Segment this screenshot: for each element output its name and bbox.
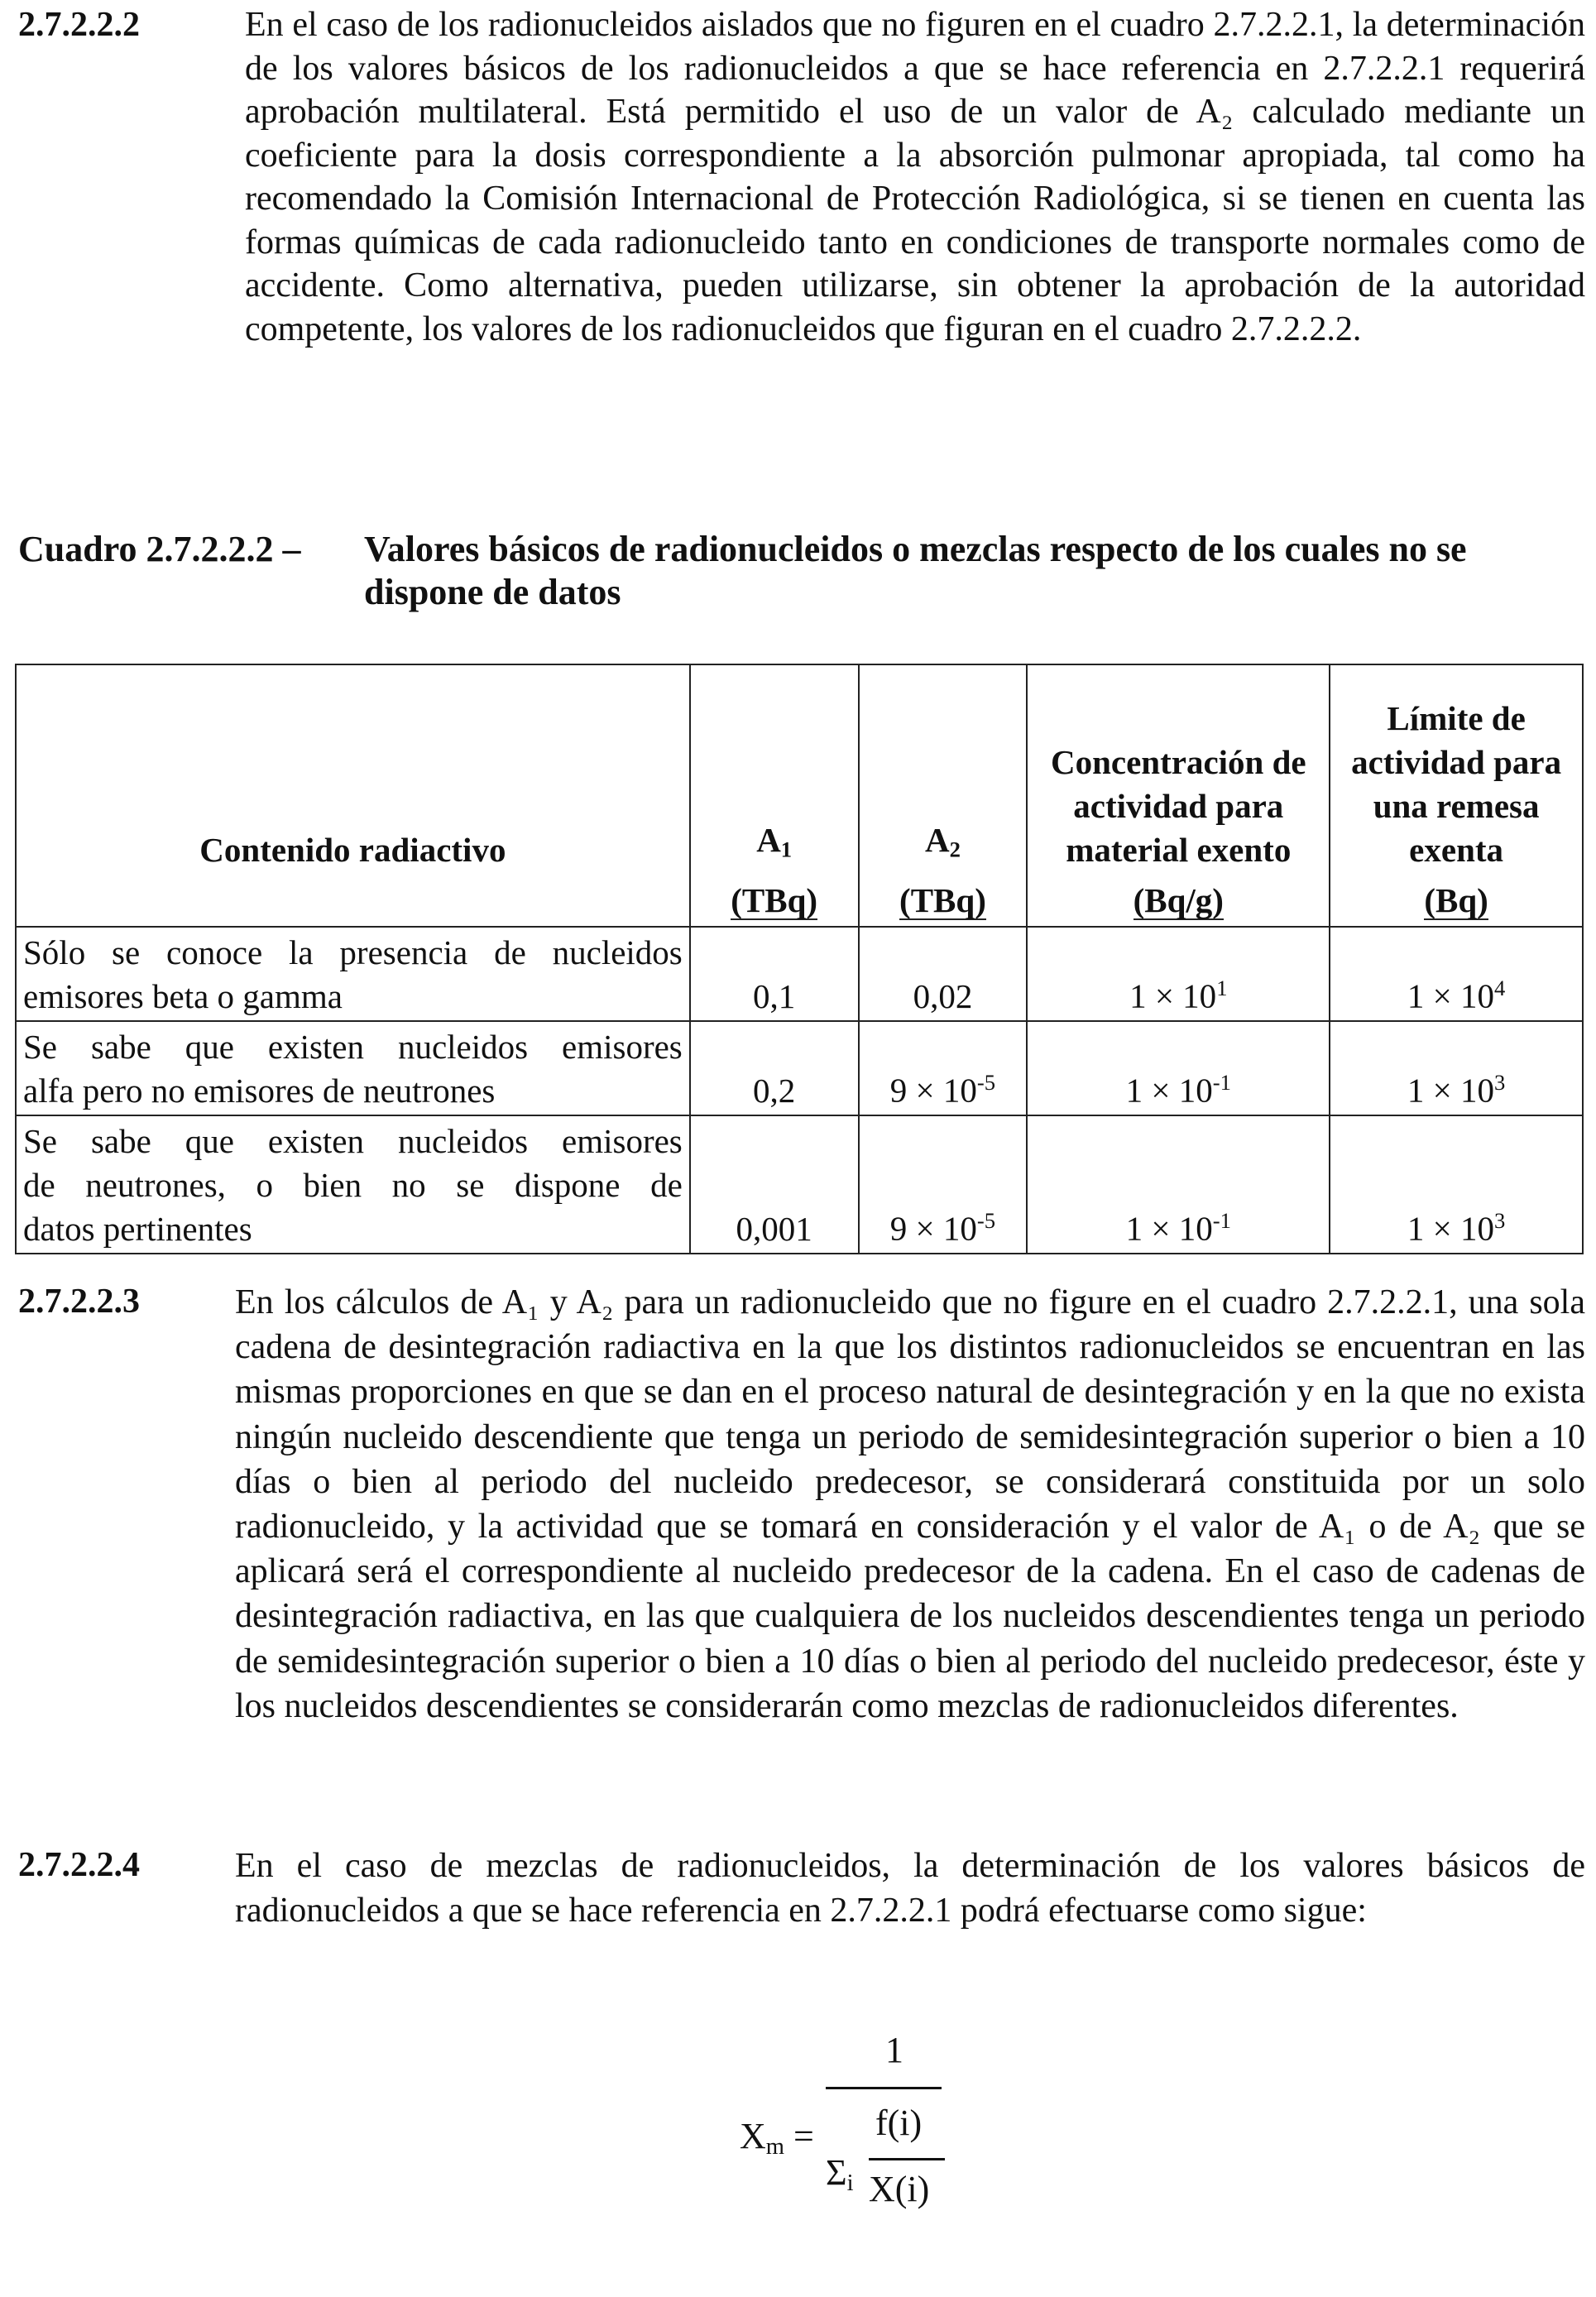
a2-exp: -5 bbox=[976, 1208, 996, 1234]
formula-inner-denominator: X(i) bbox=[869, 2169, 930, 2209]
row-content bbox=[16, 1115, 690, 1254]
header-concentration: Concentración de actividad para material exento bbox=[1027, 664, 1330, 877]
row-a1: 0,1 bbox=[690, 927, 859, 1021]
header-a1 bbox=[690, 664, 859, 877]
conc-exp: -1 bbox=[1212, 1070, 1231, 1096]
formula-lhs bbox=[740, 2115, 814, 2160]
formula-sigma bbox=[826, 2151, 854, 2197]
unit-a2 bbox=[859, 877, 1028, 927]
formula-sigma-sub: i bbox=[846, 2170, 854, 2197]
conc-base: 1 × 10 bbox=[1125, 1072, 1213, 1110]
row-limit bbox=[1330, 1115, 1583, 1254]
header-a1-base: A bbox=[756, 821, 781, 860]
basic-values-table bbox=[15, 664, 1584, 1254]
row-a2 bbox=[859, 1021, 1028, 1115]
mixture-formula bbox=[736, 2022, 951, 2295]
conc-exp: 1 bbox=[1216, 976, 1228, 1001]
row-content-line: alfa pero no emisores de neutrones bbox=[23, 1072, 496, 1110]
paragraph-number: 2.7.2.2.3 bbox=[18, 1283, 140, 1321]
paragraph-text: En los cálculos de A₁ y A₂ para un radionucleido que no figure en el cuadro 2.7.2.2.1, una sola cadena de desintegración radiactiva en la que los distintos radionucleidos se encuentran en las mismas proporciones en que se dan en el proceso natural de desintegración y en la que no exista ningún nucleido descendiente que tenga un periodo de semidesintegración superior o bien a 10 días o bien al periodo del nucleido predecesor, se considerará constituida por un solo radionucleido, y la actividad que se tomará en consideración y el valor de A₁ o de A₂ que se aplicará será el correspondiente al nucleido predecesor de la cadena. En el caso de cadenas de desintegración radiactiva, en las que cualquiera de los nucleidos descendientes tenga un periodo de semidesintegración superior o bien a 10 días o bien al periodo del nucleido predecesor, éste y los nucleidos descendientes se considerarán como mezclas de radionucleidos diferentes. bbox=[235, 1283, 1585, 1725]
formula-lhs-base: X bbox=[740, 2116, 766, 2156]
row-content-line: de neutrones, o bien no se dispone de bbox=[23, 1166, 683, 1204]
row-content-line: datos pertinentes bbox=[23, 1210, 252, 1248]
unit-a1 bbox=[690, 877, 859, 927]
row-content bbox=[16, 927, 690, 1021]
table-units-row bbox=[16, 877, 1583, 927]
row-concentration bbox=[1027, 1115, 1330, 1254]
row-a1: 0,001 bbox=[690, 1115, 859, 1254]
formula-equals: = bbox=[793, 2116, 814, 2156]
table-header-row bbox=[16, 664, 1583, 877]
conc-base: 1 × 10 bbox=[1125, 1210, 1213, 1248]
table-caption-title: Valores básicos de radionucleidos o mezclas respecto de los cuales no se dispone de datos bbox=[364, 529, 1467, 612]
a2-exp: -5 bbox=[976, 1070, 996, 1096]
header-limit: Límite de actividad para una remesa exenta bbox=[1330, 664, 1583, 877]
paragraph-text: En el caso de los radionucleidos aislados que no figuren en el cuadro 2.7.2.2.1, la determinación de los valores básicos de los radionucleidos a que se hace referencia en 2.7.2.2.1 requerirá aprobación multilateral. Está permitido el uso de un valor de A₂ calculado mediante un coeficiente para la dosis correspondiente a la absorción pulmonar apropiada, tal como ha recomendado la Comisión Internacional de Protección Radiológica, si se tienen en cuenta las formas químicas de cada radionucleido tanto en condiciones de transporte normales como de accidente. Como alternativa, pueden utilizarse, sin obtener la aprobación de la autoridad competente, los valores de los radionucleidos que figuran en el cuadro 2.7.2.2.2. bbox=[245, 6, 1585, 348]
header-content: Contenido radiactivo bbox=[16, 664, 690, 877]
a2-base: 9 × 10 bbox=[889, 1210, 977, 1248]
limit-base: 1 × 10 bbox=[1407, 977, 1494, 1015]
paragraph-text: En el caso de mezclas de radionucleidos, la determinación de los valores básicos de radionucleidos a que se hace referencia en 2.7.2.2.1 podrá efectuarse como sigue: bbox=[235, 1847, 1585, 1930]
table-row bbox=[16, 1021, 1583, 1115]
conc-base: 1 × 10 bbox=[1129, 977, 1217, 1015]
limit-exp: 4 bbox=[1494, 976, 1506, 1001]
paragraph-number: 2.7.2.2.2 bbox=[18, 6, 140, 44]
table-caption-number: Cuadro 2.7.2.2.2 – bbox=[18, 529, 301, 569]
row-content-line: Se sabe que existen nucleidos emisores bbox=[23, 1122, 683, 1160]
row-content bbox=[16, 1021, 690, 1115]
row-concentration bbox=[1027, 1021, 1330, 1115]
row-content-line: emisores beta o gamma bbox=[23, 977, 343, 1015]
unit-conc-text: (Bq/g) bbox=[1133, 881, 1224, 919]
unit-limit bbox=[1330, 877, 1583, 927]
row-concentration bbox=[1027, 927, 1330, 1021]
row-a2 bbox=[859, 1115, 1028, 1254]
formula-inner-numerator: f(i) bbox=[875, 2103, 923, 2143]
limit-exp: 3 bbox=[1494, 1070, 1506, 1096]
row-content-line: Sólo se conoce la presencia de nucleidos bbox=[23, 933, 683, 971]
formula-numerator: 1 bbox=[885, 2030, 903, 2070]
row-limit bbox=[1330, 1021, 1583, 1115]
a2-base: 9 × 10 bbox=[889, 1072, 977, 1110]
formula-lhs-sub: m bbox=[765, 2134, 785, 2160]
header-a1-sub: 1 bbox=[780, 837, 793, 862]
formula-inner-fraction-bar bbox=[869, 2158, 945, 2160]
limit-exp: 3 bbox=[1494, 1208, 1506, 1234]
row-a2: 0,02 bbox=[859, 927, 1028, 1021]
table-row bbox=[16, 1115, 1583, 1254]
row-limit bbox=[1330, 927, 1583, 1021]
header-a2-base: A bbox=[924, 821, 950, 860]
limit-base: 1 × 10 bbox=[1407, 1072, 1494, 1110]
header-a2-sub: 2 bbox=[949, 837, 961, 862]
conc-exp: -1 bbox=[1212, 1208, 1231, 1234]
row-content-line: Se sabe que existen nucleidos emisores bbox=[23, 1028, 683, 1066]
formula-sigma-symbol: Σ bbox=[826, 2152, 847, 2193]
unit-a1-text: (TBq) bbox=[731, 881, 818, 919]
row-a1: 0,2 bbox=[690, 1021, 859, 1115]
paragraph-number: 2.7.2.2.4 bbox=[18, 1846, 140, 1884]
unit-concentration bbox=[1027, 877, 1330, 927]
unit-a2-text: (TBq) bbox=[899, 881, 986, 919]
header-a2 bbox=[859, 664, 1028, 877]
unit-empty bbox=[16, 877, 690, 927]
formula-fraction-bar bbox=[826, 2087, 942, 2089]
unit-limit-text: (Bq) bbox=[1424, 881, 1488, 919]
table-row bbox=[16, 927, 1583, 1021]
limit-base: 1 × 10 bbox=[1407, 1210, 1494, 1248]
